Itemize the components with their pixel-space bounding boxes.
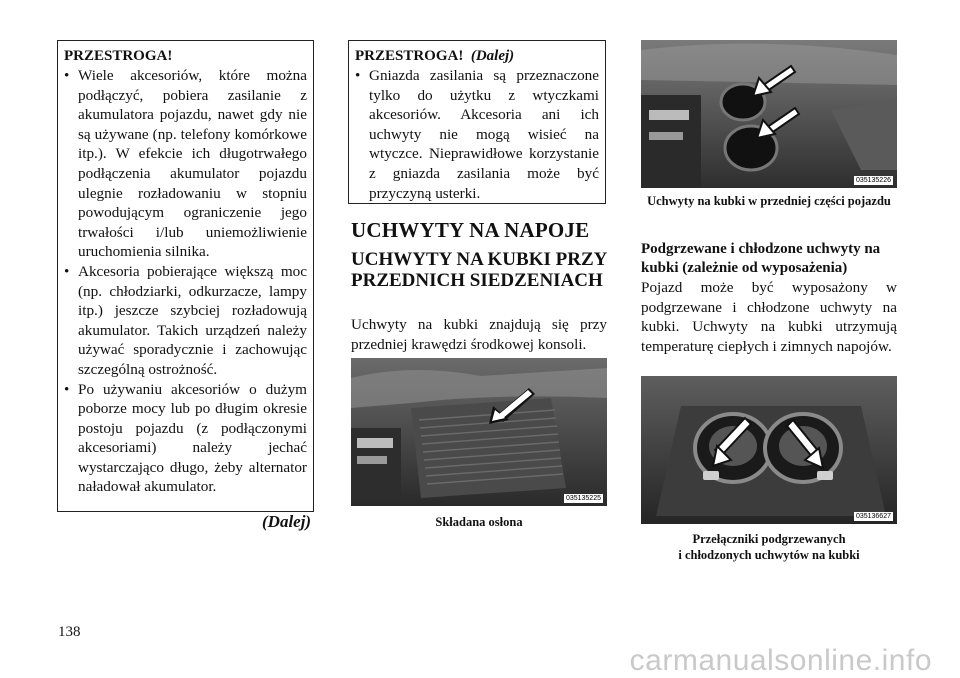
image-code: 035136627 bbox=[855, 513, 891, 520]
subsection-heading: UCHWYTY NA KUBKI PRZY PRZEDNICH SIEDZENIACH bbox=[351, 249, 607, 291]
image-code: 035135225 bbox=[565, 495, 601, 502]
section-heading: UCHWYTY NA NAPOJE bbox=[351, 218, 590, 242]
image-code: 035135226 bbox=[855, 177, 891, 184]
warning-title: PRZESTROGA! bbox=[64, 48, 173, 64]
figure-caption-line: i chłodzonych uchwytów na kubki bbox=[678, 548, 860, 562]
figure-caption: Uchwyty na kubki w przedniej części pojazdu bbox=[647, 194, 891, 208]
subheading: Podgrzewane i chłodzone uchwyty na kubki (zależnie od wyposażenia) bbox=[641, 241, 881, 276]
warning-title-suffix: (Dalej) bbox=[470, 48, 515, 64]
photo-heated-cooled-switches bbox=[641, 376, 897, 524]
continued-label: (Dalej) bbox=[262, 512, 312, 531]
paragraph: Pojazd może być wyposażony w podgrzewane i chłodzone uchwyty na kubki. Uchwyty na kubki utrzymują temperaturę ciepłych i zimnych napojów. bbox=[641, 279, 897, 355]
warning-item: • Po używaniu akcesoriów o dużym poborze mocy lub po długim okresie postoju pojazdu (z podłączonymi akcesoriami) należy jechać wystarczająco długo, żeby alternator naładował akumulator. bbox=[64, 380, 307, 498]
figure-caption-line: Przełączniki podgrzewanych bbox=[692, 532, 846, 546]
warning-item: • Gniazda zasilania są przeznaczone tylko do użytku z wtyczkami akcesoriów. Akcesoria ani ich uchwyty nie mogą wisieć na wtyczce. Nieprawidłowe korzystanie z gniazda zasilania może być przyczyną usterki. bbox=[355, 66, 599, 203]
front-cupholders-illustration bbox=[641, 40, 897, 188]
photo-front-cupholders bbox=[641, 40, 897, 188]
warning-list bbox=[64, 66, 307, 497]
figure-caption bbox=[641, 531, 897, 563]
warning-item: • Akcesoria pobierające większą moc (np. chłodziarki, odkurzacze, lampy itp.) jeszcze szybciej rozładowują akumulator. Takich urządzeń należy używać sporadycznie i zachowując szczególną ostrożność. bbox=[64, 262, 307, 380]
watermark: carmanualsonline.info bbox=[629, 644, 932, 677]
warning-title bbox=[355, 47, 599, 65]
page-number: 138 bbox=[58, 624, 81, 640]
photo-folding-cover bbox=[351, 358, 607, 506]
heated-cooled-illustration bbox=[641, 376, 897, 524]
folding-cover-illustration bbox=[351, 358, 607, 506]
warning-item: • Wiele akcesoriów, które można podłączyć, pobiera zasilanie z akumulatora pojazdu, nawet gdy nie są używane (np. telefony komórkowe itp.). W efekcie ich długotrwałego podłączenia akumulator pojazdu ulegnie rozładowaniu w stopniu powodującym ograniczenie jego trwałości i/lub uniemożliwienie uruchomienia silnika. bbox=[64, 66, 307, 262]
warning-box-continued bbox=[348, 40, 606, 204]
figure-caption: Składana osłona bbox=[435, 515, 523, 529]
warning-list bbox=[355, 66, 599, 203]
warning-title-text: PRZESTROGA! bbox=[355, 48, 464, 64]
paragraph: Uchwyty na kubki znajdują się przy przedniej krawędzi środkowej konsoli. bbox=[351, 316, 607, 353]
warning-box bbox=[57, 40, 314, 512]
